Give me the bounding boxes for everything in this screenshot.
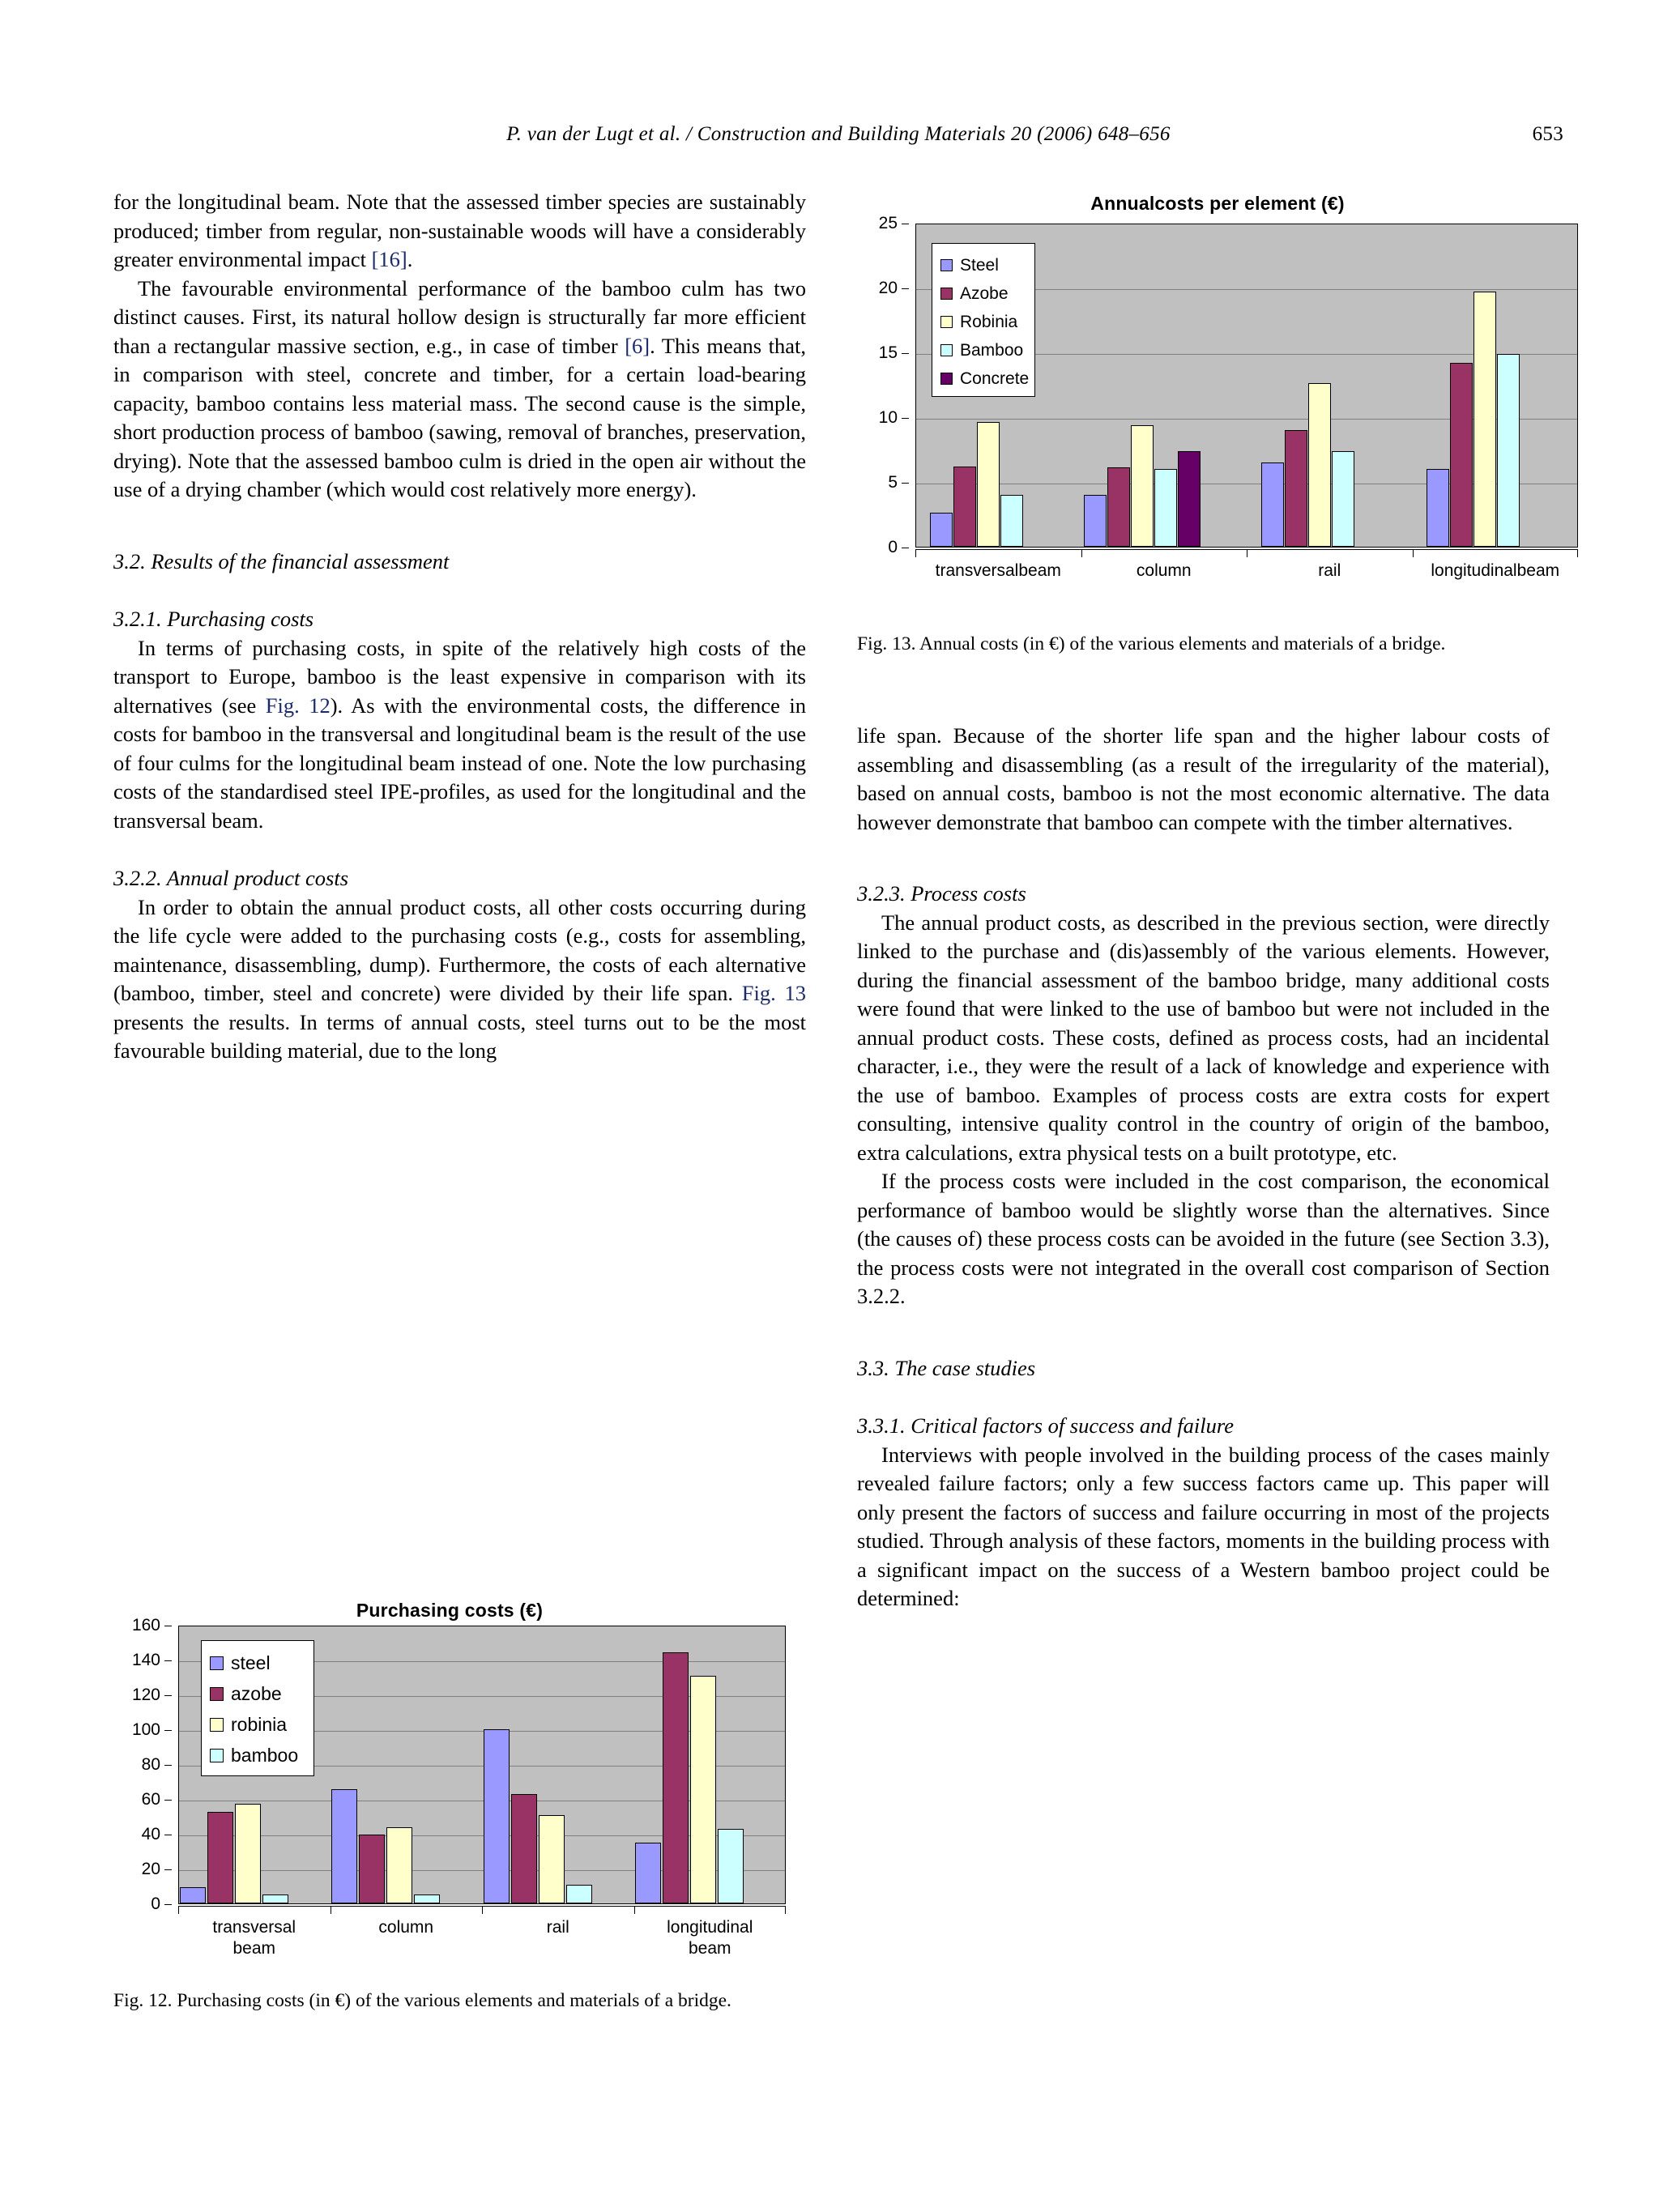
x-axis-tick-label-line: beam (688, 1939, 731, 1958)
legend-label: bamboo (231, 1744, 299, 1766)
y-axis-tick-label: 140 (131, 1651, 160, 1669)
spacer (857, 657, 1550, 722)
bar-bamboo-0 (262, 1894, 288, 1903)
left-column (113, 188, 806, 1066)
legend-item-bamboo (210, 1740, 313, 1771)
running-head (113, 123, 1563, 146)
y-axis-tick-label: 20 (878, 279, 898, 297)
figure-ref-13[interactable]: Fig. 13 (741, 981, 806, 1005)
legend-item-bamboo (940, 336, 1034, 364)
legend-swatch-bamboo-icon (940, 344, 953, 356)
citation-16[interactable]: [16] (371, 247, 407, 271)
y-axis-tick-label: 20 (141, 1860, 160, 1878)
legend-swatch-concrete-icon (940, 373, 953, 385)
bar-steel-2 (484, 1729, 510, 1903)
y-axis-tick-label: 40 (141, 1825, 160, 1843)
x-axis-tick-mark (482, 1906, 483, 1914)
x-axis-tick-label (547, 1917, 569, 1938)
bar-robinia-3 (1473, 292, 1496, 547)
x-axis-tick-label-line: rail (546, 1918, 569, 1937)
spacer (113, 576, 806, 605)
y-axis-tick-label: 60 (141, 1790, 160, 1809)
paragraph-text: The favourable environmental performance of the bamboo culm has two distinct causes. First, its natural hollow design is structurally far more efficient than a rectangular massive section, e.g., in case of timber (113, 275, 806, 358)
bar-azobe-2 (511, 1794, 537, 1903)
figure-12-chart (113, 1600, 786, 1972)
y-axis-tick-label: 0 (888, 538, 898, 556)
heading-3-2-1: 3.2.1. Purchasing costs (113, 607, 314, 631)
legend-label: robinia (231, 1713, 288, 1735)
legend-swatch-robinia-icon (210, 1718, 224, 1732)
legend-label: Concrete (960, 369, 1030, 388)
x-axis-tick-label-line: rail (1318, 561, 1341, 580)
x-axis-tick-label (378, 1917, 433, 1938)
spacer (857, 1311, 1550, 1354)
chart-legend (932, 243, 1035, 397)
y-axis-tick-mark (902, 288, 909, 289)
paragraph-text: In terms of purchasing costs, in spite of the relatively high costs of the transport to Europe, bamboo is the least expensive in comparison with its alternatives (see (113, 635, 806, 718)
y-axis-tick-label: 80 (141, 1755, 160, 1774)
bar-steel-1 (331, 1789, 357, 1903)
legend-label: Bamboo (960, 340, 1024, 360)
bar-steel-0 (930, 513, 953, 547)
y-axis-tick-mark (164, 1660, 172, 1661)
legend-swatch-azobe-icon (210, 1687, 224, 1701)
figure-13-caption: Fig. 13. Annual costs (in €) of the various elements and materials of a bridge. (857, 633, 1446, 654)
x-axis-tick-label-line: column (378, 1918, 434, 1937)
bar-bamboo-2 (566, 1885, 592, 1903)
x-axis-tick-label-line: longitudinal (667, 1918, 753, 1937)
page-number: 653 (1532, 123, 1563, 145)
spacer (857, 1383, 1550, 1412)
bar-bamboo-1 (1154, 469, 1177, 547)
paragraph-purchasing-costs (113, 634, 806, 836)
heading-3-2-3: 3.2.3. Process costs (857, 881, 1026, 906)
bar-robinia-2 (1308, 383, 1331, 547)
figure-13-chart (857, 193, 1578, 614)
heading-3-2: 3.2. Results of the financial assessment (113, 548, 450, 573)
legend-item-robinia (940, 308, 1034, 336)
legend-item-azobe (210, 1678, 313, 1709)
running-head-title: P. van der Lugt et al. / Construction and Building Materials 20 (2006) 648–656 (506, 123, 1171, 145)
y-axis-tick-label: 25 (878, 214, 898, 232)
x-axis-tick-mark (1577, 549, 1578, 557)
chart-title: Annualcosts per element (€) (1090, 193, 1345, 214)
chart-legend (201, 1640, 314, 1776)
heading-3-2-2: 3.2.2. Annual product costs (113, 866, 349, 890)
y-axis-tick-label: 5 (888, 473, 898, 492)
y-axis-tick-mark (902, 353, 909, 354)
legend-swatch-azobe-icon (940, 288, 953, 300)
y-axis-tick-mark (902, 418, 909, 419)
y-axis-tick-mark (164, 1730, 172, 1731)
legend-item-azobe (940, 279, 1034, 308)
heading-3-3: 3.3. The case studies (857, 1355, 1036, 1380)
y-axis-tick-mark (164, 1904, 172, 1905)
y-axis-tick-label: 100 (131, 1720, 160, 1739)
x-axis-tick-mark (785, 1906, 786, 1914)
bar-robinia-2 (539, 1815, 565, 1903)
legend-label: azobe (231, 1682, 282, 1704)
paragraph-tail: presents the results. In terms of annual costs, steel turns out to be the most favourable building material, due to the long (113, 1009, 806, 1063)
bar-robinia-0 (977, 422, 1000, 547)
x-axis-tick-label-line: beam (232, 1939, 276, 1958)
bar-steel-0 (180, 1887, 206, 1903)
y-axis-tick-mark (164, 1765, 172, 1766)
y-axis-tick-label: 0 (151, 1894, 160, 1913)
citation-6[interactable]: [6] (625, 333, 650, 358)
legend-item-steel (940, 251, 1034, 279)
x-axis-labels (178, 1906, 786, 1971)
y-axis (113, 1616, 172, 1913)
y-axis-tick-label: 160 (131, 1616, 160, 1634)
legend-item-steel (210, 1647, 313, 1678)
bar-bamboo-2 (1332, 451, 1354, 547)
bar-steel-3 (1427, 469, 1449, 547)
figure-12-caption-wrap (113, 1988, 806, 2014)
x-axis-tick-label (1431, 560, 1559, 582)
bar-robinia-0 (235, 1804, 261, 1903)
y-axis-tick-label: 120 (131, 1686, 160, 1704)
legend-item-concrete (940, 364, 1034, 393)
right-column (857, 632, 1550, 1613)
x-axis-tick-label (212, 1917, 296, 1959)
x-axis-tick-mark (1081, 549, 1082, 557)
bar-bamboo-3 (718, 1829, 744, 1903)
x-axis-tick-label (936, 560, 1061, 582)
y-axis-tick-label: 10 (878, 408, 898, 427)
paragraph-tail: . This means that, in comparison with steel, concrete and timber, for a certain load-bearing capacity, bamboo contains less material mass. The second cause is the simple, short production process of bamboo (sawing, removal of branches, preservation, drying). Note that the assessed bamboo culm is dried in the open air without the use of a drying chamber (which would cost relatively more energy). (113, 333, 806, 501)
bar-robinia-1 (1131, 425, 1154, 547)
bar-steel-2 (1261, 462, 1284, 547)
paragraph-favourable-environmental (113, 275, 806, 505)
bar-robinia-3 (690, 1676, 716, 1903)
bar-concrete-1 (1178, 451, 1201, 547)
x-axis-labels (915, 549, 1578, 606)
paragraph-life-span: life span. Because of the shorter life span and the higher labour costs of assembling and disassembling (as a result of the irregularity of the material), based on annual costs, bamboo is not the most economic alternative. The data however demonstrate that bamboo can compete with the timber alternatives. (857, 723, 1550, 834)
paragraph-process-costs-included: If the process costs were included in the cost comparison, the economical performance of bamboo would be slightly worse than the alternatives. Since (the causes of) these process costs can be avoided in the future (see Section 3.3), the process costs were not integrated in the overall cost comparison of Section 3.2.2. (857, 1169, 1550, 1308)
x-axis-tick-label (1137, 560, 1192, 582)
bar-bamboo-1 (414, 1894, 440, 1903)
x-axis-tick-mark (915, 549, 916, 557)
y-axis-tick-label: 15 (878, 343, 898, 362)
paragraph-process-costs: The annual product costs, as described in the previous section, were directly linked to the purchase and (dis)assembly of the various elements. However, during the financial assessment of the bamboo bridge, many additional costs were found that were linked to the use of bamboo but were not included in the annual product costs. These costs, defined as process costs, had an incidental character, i.e., they were the result of a lack of knowledge and experience with the use of bamboo. Examples of process costs are extra costs for expert consulting, intensive quality control in the country of origin of the bamboo, extra calculations, extra physical tests on a built prototype, etc. (857, 910, 1550, 1165)
bar-bamboo-3 (1497, 354, 1520, 547)
spacer (113, 505, 806, 548)
bar-azobe-2 (1285, 430, 1307, 547)
figure-ref-12[interactable]: Fig. 12 (265, 693, 331, 718)
paragraph-text: for the longitudinal beam. Note that the assessed timber species are sustainably produced; timber from regular, non-sustainable woods will have a considerably greater environmental impact (113, 190, 806, 271)
legend-label: Robinia (960, 312, 1018, 331)
bar-steel-3 (635, 1843, 661, 1903)
y-axis (857, 214, 909, 556)
y-axis-tick-mark (164, 1869, 172, 1870)
figure-12-caption: Fig. 12. Purchasing costs (in €) of the various elements and materials of a bridge. (113, 1990, 731, 2011)
spacer (113, 835, 806, 864)
heading-3-3-1: 3.3.1. Critical factors of success and failure (857, 1413, 1234, 1438)
bar-azobe-1 (1107, 467, 1130, 547)
legend-swatch-robinia-icon (940, 316, 953, 328)
x-axis-tick-label (1318, 560, 1341, 582)
x-axis-tick-label-line: column (1136, 561, 1192, 580)
x-axis-tick-label-line: transversal (212, 1918, 296, 1937)
paragraph-tail: ). As with the environmental costs, the difference in costs for bamboo in the transversal and longitudinal beam is the result of the use of four culms for the longitudinal beam instead of one. Note the low purchasing costs of the standardised steel IPE-profiles, as used for the longitudinal and the transversal beam. (113, 693, 806, 833)
legend-swatch-steel-icon (210, 1656, 224, 1670)
legend-item-robinia (210, 1709, 313, 1740)
bar-azobe-0 (953, 467, 976, 547)
bar-azobe-1 (359, 1835, 385, 1903)
paragraph-annual-product-costs (113, 893, 806, 1066)
legend-label: Steel (960, 255, 999, 275)
x-axis-tick-label-line: transversalbeam (935, 561, 1061, 580)
bar-azobe-3 (663, 1652, 689, 1903)
y-axis-tick-mark (902, 483, 909, 484)
legend-swatch-bamboo-icon (210, 1749, 224, 1762)
x-axis-tick-label (667, 1917, 753, 1959)
x-axis-tick-mark (178, 1906, 179, 1914)
bar-robinia-1 (386, 1827, 412, 1903)
bar-azobe-0 (207, 1812, 233, 1903)
spacer (857, 837, 1550, 880)
bar-azobe-3 (1450, 363, 1473, 547)
paragraph-critical-factors: Interviews with people involved in the building process of the cases mainly revealed failure factors; only a few success factors came up. This paper will only present the factors of success and failure occurring in most of the projects studied. Through analysis of these factors, moments in the building process with a significant impact on the success of a Western bamboo project could be determined: (857, 1442, 1550, 1610)
y-axis-tick-mark (164, 1800, 172, 1801)
paragraph-text: In order to obtain the annual product costs, all other costs occurring during the life cycle were added to the purchasing costs (e.g., costs for assembling, maintenance, disassembling, dump). Furthermore, the costs of each alternative (bamboo, timber, steel and concrete) were divided by their life span. (113, 894, 806, 1005)
x-axis-tick-mark (634, 1906, 635, 1914)
paragraph-tail: . (407, 247, 413, 271)
y-axis-tick-mark (164, 1695, 172, 1696)
legend-label: steel (231, 1652, 271, 1673)
bar-steel-1 (1084, 495, 1107, 547)
legend-label: Azobe (960, 283, 1009, 303)
x-axis-tick-label-line: longitudinalbeam (1431, 561, 1560, 580)
chart-title: Purchasing costs (€) (356, 1600, 544, 1621)
bar-bamboo-0 (1000, 495, 1023, 547)
x-axis-tick-mark (1413, 549, 1414, 557)
paragraph-continuation (113, 188, 806, 275)
legend-swatch-steel-icon (940, 259, 953, 271)
